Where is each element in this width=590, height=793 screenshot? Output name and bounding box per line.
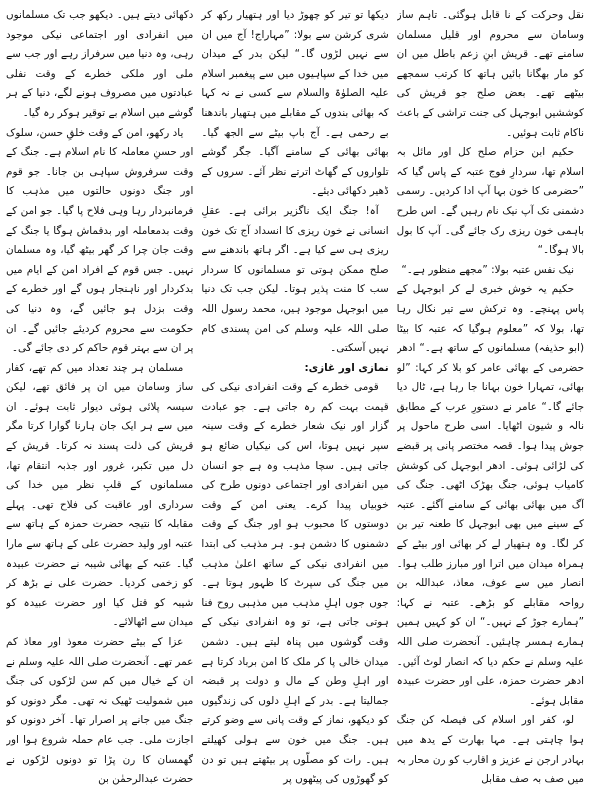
text-column-right [397, 6, 584, 789]
text-column-middle [201, 6, 388, 789]
paragraph: آہ! جنگ ایک ناگزیر برائی ہے۔ عقلِ انسانی نے خون ریزی کا انسداد آج تک خون ریزی ہی سے کیا ہے۔ اگر ہاتھ باندھنے سے صلح ممکن ہوتی تو مسلمانوں کا سردار سب کا منت پذیر ہوتا۔ لیکن جب تک دنیا میں ابوجہل موجود ہیں، محمد رسول اللہ صلی اللہ علیہ وسلم کی امن پسندی کام نہیں آسکتی۔ [201, 204, 389, 355]
paragraph: قومی خطرے کے وقت انفرادی نیکی کی قیمت بہت کم رہ جاتی ہے۔ جو عبادت گزار اور نیک شعار خطرے کے وقت سینہ سپر نہیں ہوتا، اس کی نیکیاں ضائع ہو جاتی ہیں۔ سچا مذہب وہ ہے جو انسان میں انفرادی اور اجتماعی دونوں طرح کی خوبیاں پیدا کرے۔ یعنی امن کے وقت دوستوں کا محبوب ہو اور جنگ کے وقت دشمنوں کا دشمن ہو۔ ہر مذہب کی ابتدا میں انفرادی نیکی کے ساتھ اعلیٰ مذہب میں جنگ کی سپرٹ کا ظہور ہوتا ہے۔ جوں جوں اہلِ مذہب میں مذہبی روح فنا ہوتی جاتی ہے، تو وہ انفرادی نیکی کے وقت گوشوں میں پناہ لیتے ہیں۔ دشمن میدان خالی پا کر ملک کا امن برباد کرتا ہے اور اہلِ وطن کے مال و دولت پر قبضہ جمالیتا ہے۔ بدر کے اہلِ دلوں کی زندگیوں کو دیکھو، نماز کے وقت پانی سے وضو کرتے ہیں۔ جنگ میں خون سے ہولی کھیلتے ہیں۔ رات کو مصلّوں پر بیٹھتے ہیں تو دن کو گھوڑوں کی پیٹھوں پر [201, 381, 389, 786]
paragraph: نیک نفس عتبہ بولا: ”مجھے منظور ہے۔“ [401, 263, 574, 276]
paragraph: یاد رکھو، امن کے وقت خلقِ حسن، سلوک اور حسنِ معاملہ کا نام اسلام ہے۔ جنگ کے وقت سرفروش سپاہی بن جانا۔ جو قوم اور جنگ دونوں حالتوں میں مذہب کا فرمانبردار رہا وہی فلاح پا گیا۔ جو امن کے وقت بدمعاملہ اور بدقماش ہوگا یا جنگ کے وقت جان چرا کر گھر بیٹھ گیا، وہ مسلمان نہیں۔ جس قوم کے افراد امن کے ایام میں بدکردار اور ناہنجار ہوں گے اور خطرے کے وقت بزدل ہو جائیں گے، وہ دنیا کی حکومت سے محروم کردیئے جائیں گے۔ ان پر ان سے بہتر قوم حاکم کر دی جائے گی۔ [6, 126, 194, 355]
paragraph: عزا کے بیٹے حضرت معوذ اور معاذ کم عمر تھے۔ آنحضرت صلی اللہ علیہ وسلم نے ان کے خیال میں کم سن لڑکوں کی جنگ میں شمولیت ٹھیک نہ تھی۔ مگر دونوں کو جنگ میں جانے پر اصرار تھا۔ آخر دونوں کو اجازت ملی۔ جب عام حملہ شروع ہوا اور گھمسان کا رن پڑا تو دونوں لڑکوں نے حضرت عبدالرحمٰن بن [6, 636, 194, 786]
paragraph: حکیم ابن حزام صلح کل اور مائل بہ اسلام تھا، سردارِ فوج عتبہ کے پاس گیا کہ ”حضرمی کا خون بہا آپ ادا کردیں۔ رسمی دشمنی تک آپ نیک نام رہیں گے۔ اس طرح باہمی خون ریزی رک جائے گی۔ آپ کا بول بالا ہوگا۔“ [396, 146, 584, 257]
paragraph: حکیم یہ خوش خبری لے کر ابوجہل کے پاس پہنچے۔ وہ ترکش سے تیر نکال رہا تھا، بولا کہ ”معلوم ہوگیا کہ عتبہ کا بیٹا (ابو حذیفہ) مسلمانوں کے ساتھ ہے۔“ ادھر حضرمی کے بھائی عامر کو بلا کر کہا: ”لو بھائی، تمہارا خون بہانا جا رہا ہے، ٹال دیا جائے گا۔“ عامر نے دستورِ عرب کے مطابق نالہ و شیون اٹھایا۔ اسی طرح ماحول پر جوش پیدا ہوا۔ قصہ مختصر پانی پر قبضے کی لڑائی ہوئی۔ ادھر ابوجہل کی کوشش کامیاب ہوئی، جنگ بھڑک اٹھی۔ جنگ کی آگ میں بھائی بھائی کے سامنے آگئے۔ عتبہ کے سینے میں بھی ابوجہل کا طعنہ تیر بن کر لگا۔ وہ ہتھیار لے کر بھائی اور بیٹے کے ہمراہ میدان میں اترا اور مبارز طلب ہوا۔ انصار میں سے عوف، معاذ، عبداللہ بن رواحہ مقابلے کو بڑھے۔ عتبہ نے کہا: ”ہمارے جوڑ کے نہیں۔“ ان کو کہیں ہمیں ہمارے ہمسر چاہئیں۔ آنحضرت صلی اللہ علیہ وسلم نے حکم دیا کہ انصار لوٹ آئیں۔ ادھر حضرت حمزہ، علی اور حضرت عبیدہ مقابل ہوئے۔ [396, 283, 584, 707]
paragraph: مسلمان ہر چند تعداد میں کم تھے، کفار ساز وسامان میں ان پر فائق تھے، لیکن سیسہ پلائی ہوئی دیوار ثابت ہوئے۔ ان میں سے ہر ایک جان ہارنا گوارا کرتا مگر قریش کی ذلت پسند نہ کرتا۔ قریش کے دل میں تکبر، غرور اور جذبہ انتقام تھا، مسلمانوں کے قلبِ نظر میں خدا کی سرداری اور عاقبت کی فلاح تھی۔ پہلے مقابلہ کا نتیجہ حضرت حمزہ کے ہاتھ سے عتبہ اور ولید حضرت علی کے ہاتھ سے مارا گیا۔ عتبہ کے بھائی شیبہ نے حضرت عبیدہ کو زخمی کردیا۔ حضرت علی نے بڑھ کر شیبہ کو قتل کیا اور حضرت عبیدہ کو میدان سے اٹھالائے۔ [6, 361, 194, 629]
paragraph: دکھائی دیتے ہیں۔ دیکھو جب تک مسلمانوں میں انفرادی اور اجتماعی نیکی موجود رہی، وہ دنیا میں سرفراز رہے اور جب سے ملی اور ملکی خطرے کے وقت نفلی عبادتوں میں مصروف ہونے لگے، دنیا کے ہر گوشے میں اسلام بے توقیر ہوکر رہ گیا۔ [6, 9, 194, 119]
text-column-left [6, 6, 193, 789]
section-heading: نمازی اور غازی: [304, 361, 389, 374]
paragraph: دیکھا تو تیر کو چھوڑ دیا اور ہتھیار رکھ کر شری کرشن سے بولا: ”مہاراج! آج میں ان سے نہیں لڑوں گا۔“ لیکن بدر کے میدان میں خدا کے سپاہیوں میں سے پیغمبر اسلام علیہ الصلوٰۃ والسلام سے کسی نے نہ کہا کہ بھائی بندوں کے مقابلے میں ہتھیار باندھنا بے رحمی ہے۔ آج باپ بیٹے سے الجھ گیا۔ بھائی بھائی کے سامنے آگیا۔ جگر گوشے تلواروں کے گھاٹ اترتے نظر آئے۔ سروں کے ڈھیر دکھائی دیئے۔ [201, 9, 389, 198]
paragraph: نقل وحرکت کے نا قابل ہوگئی۔ تاہم ساز وسامان سے محروم اور قلیل مسلمان سامنے تھے۔ قریش ابنِ زعم باطل میں ان کو مار بھگانا بائیں ہاتھ کا کرتب سمجھے بیٹھے تھے۔ بعض صلح جو قریش کی کوششیں ابوجہل کی جنت تراشی کے باعث ناکام ثابت ہوئیں۔ [396, 9, 584, 139]
paragraph: لو، کفر اور اسلام کی فیصلہ کن جنگ ہوا چاہتی ہے۔ مہا بھارت کے یدھ میں بہادر ارجن نے عزیز و اقارب کو رن محار بہ میں صف بہ صف مقابل [396, 714, 584, 786]
